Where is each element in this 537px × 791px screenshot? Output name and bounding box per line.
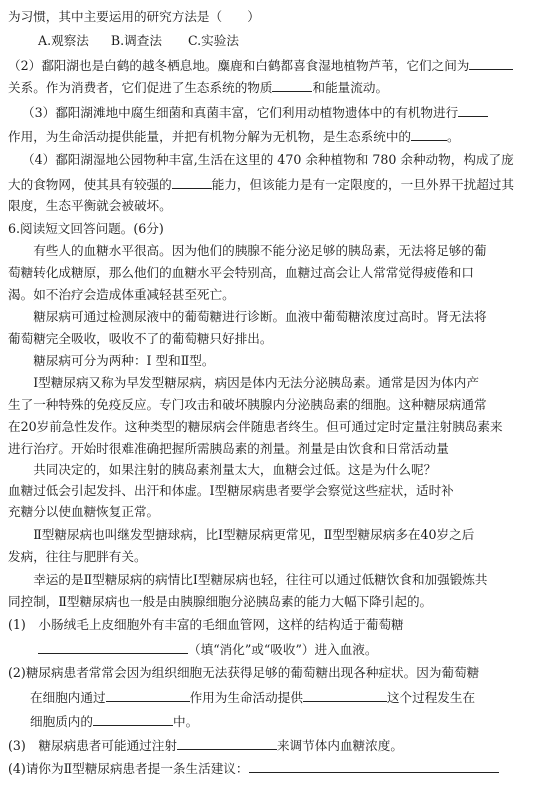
passage-line: 葡萄糖完全吸收，吸收不了的葡萄糖只好排出。 [8, 331, 273, 346]
q5-4-line1: （4）鄱阳湖湿地公园物种丰富,生活在这里的 470 余种植物和 780 余种动物，构成了庞 [22, 152, 514, 167]
passage-line: 糖尿病可通过检测尿液中的葡萄糖进行诊断。血液中葡萄糖浓度过高时。肾无法将 [8, 309, 487, 324]
answer-blank[interactable] [249, 760, 499, 773]
passage-line: 发病，往往与肥胖有关。 [8, 549, 147, 564]
sub4-text: (4)请你为Ⅱ型糖尿病患者提一条生活建议： [8, 761, 249, 776]
sub1-line1: (1) 小肠绒毛上皮细胞外有丰富的毛细血管网，这样的结构适于葡萄糖 [8, 617, 404, 632]
q5-3-text3: 。 [447, 129, 460, 144]
sub3-text-b: 来调节体内血糖浓度。 [276, 738, 403, 753]
q5-2-line2 [8, 79, 388, 95]
passage-line: 进行治疗。开始时很难准确把握所需胰岛素的剂量。剂量是由饮食和日常活动量 [8, 441, 449, 456]
passage-line: 生了一种特殊的免疫反应。专门攻击和破坏胰腺内分泌胰岛素的细胞。这种糖尿病通常 [8, 397, 487, 412]
q5-intro: 为习惯，其中主要运用的研究方法是（ ） [8, 9, 260, 24]
sub3-text-a: (3) 糖尿病患者可能通过注射 [8, 738, 177, 753]
sub3-line [8, 737, 403, 753]
sub2-text-e: 中。 [172, 714, 199, 729]
sub1-line2 [38, 641, 377, 657]
answer-blank[interactable] [38, 641, 188, 654]
passage-line: 同控制，Ⅱ型糖尿病也一般是由胰腺细胞分泌胰岛素的能力大幅下降引起的。 [8, 594, 433, 609]
q5-2-line1 [8, 57, 513, 73]
sub2-text-a: 在细胞内通过 [30, 690, 106, 705]
answer-blank[interactable] [303, 689, 387, 702]
passage-line: 幸运的是Ⅱ型糖尿病的病情比I型糖尿病也轻，往往可以通过低糖饮食和加强锻炼共 [8, 572, 488, 587]
passage-line: 萄糖转化成糖原，那么他们的血糖水平会特别高，血糖过高会让人常常觉得疲倦和口 [8, 265, 474, 280]
q5-2-text2: 关系。作为消费者，它们促进了生态系统的物质 [8, 80, 273, 95]
sub2-text-c: 这个过程发生在 [386, 690, 476, 705]
answer-blank[interactable] [106, 689, 190, 702]
passage-line: 渴。如不治疗会造成体重减轻甚至死亡。 [8, 287, 235, 302]
q5-4-line3: 限度，生态平衡就会被破坏。 [8, 198, 172, 213]
passage-line: 充糖分以使血糖恢复正常。 [8, 504, 160, 519]
q5-3-line2 [8, 128, 460, 144]
sub2-line3 [30, 713, 198, 729]
option-a: A.观察法 [38, 33, 89, 48]
answer-blank[interactable] [172, 176, 212, 189]
q5-2-text3: 和能量流动。 [312, 80, 389, 95]
passage-line: 血糖过低会引起发抖、出汗和体虚。I型糖尿病患者要学会察觉这些症状，适时补 [8, 483, 454, 498]
sub2-text-b: 作用为生命活动提供 [189, 690, 303, 705]
answer-blank[interactable] [177, 737, 277, 750]
sub4-line [8, 760, 499, 776]
answer-blank[interactable] [469, 57, 513, 70]
sub2-text-d: 细胞质内的 [30, 714, 93, 729]
q5-4-text2: 能力，但该能力是有一定限度的，一旦外界干扰超过其 [211, 177, 514, 192]
passage-line: I型糖尿病又称为早发型糖尿病，病因是体内无法分泌胰岛素。通常是因为体内产 [8, 375, 479, 390]
passage-line: 共同决定的，如果注射的胰岛素剂量太大，血糖会过低。这是为什么呢？ [8, 462, 437, 477]
passage-line: 在20岁前急性发作。这种类型的糖尿病会伴随患者终生。但可通过定时定量注射胰岛素来 [8, 419, 503, 434]
q5-4-line2 [8, 176, 514, 192]
sub1-text2: （填“消化”或“吸收”）进入血液。 [188, 642, 378, 657]
answer-blank[interactable] [93, 713, 173, 726]
passage-line: 糖尿病可分为两种：I 型和Ⅱ型。 [8, 353, 215, 368]
option-b: B.调查法 [110, 33, 162, 48]
q6-title: 6.阅读短文回答问题。(6分) [8, 221, 164, 236]
q5-2-text1: （2）鄱阳湖也是白鹤的越冬栖息地。麋鹿和白鹤都喜食湿地植物芦苇，它们之间为 [8, 58, 470, 73]
q5-options [38, 33, 239, 48]
sub2-line1: (2)糖尿病患者常常会因为组织细胞无法获得足够的葡萄糖出现各种症状。因为葡萄糖 [8, 665, 480, 680]
passage-line: Ⅱ型糖尿病也叫继发型搪球病，比I型糖尿病更常见，Ⅱ型型糖尿病多在40岁之后 [8, 527, 475, 542]
sub2-line2 [30, 689, 475, 705]
q5-3-line1 [22, 104, 488, 120]
q5-3-text1: （3）鄱阳湖滩地中腐生细菌和真菌丰富，它们利用动植物遗体中的有机物进行 [22, 105, 459, 120]
q5-3-text2: 作用，为生命活动提供能量，并把有机物分解为无机物，是生态系统中的 [8, 129, 411, 144]
answer-blank[interactable] [411, 128, 447, 141]
passage-line: 有些人的血糖水平很高。因为他们的胰腺不能分泌足够的胰岛素，无法将足够的葡 [8, 243, 487, 258]
q5-4-text1: 大的食物网，使其具有较强的 [8, 177, 172, 192]
answer-blank[interactable] [272, 79, 312, 92]
option-c: C.实验法 [187, 33, 239, 48]
answer-blank[interactable] [458, 104, 488, 117]
